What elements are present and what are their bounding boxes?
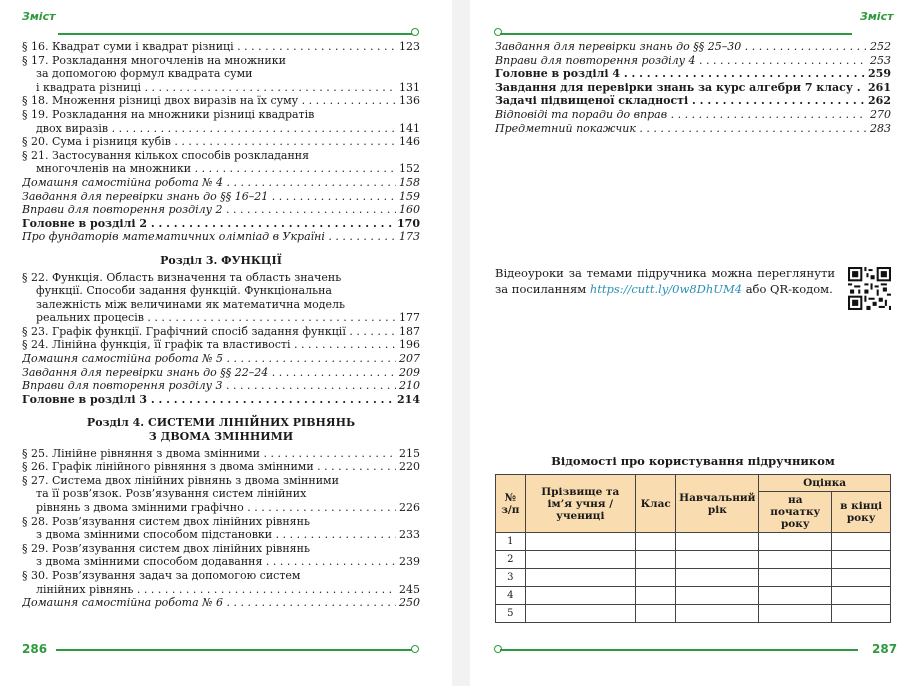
toc-group-section-4 <box>22 447 420 610</box>
usage-table <box>495 474 891 623</box>
toc-entry-row <box>495 122 891 136</box>
right-header-label: Зміст <box>860 10 894 23</box>
toc-entry-page: 170 <box>397 216 420 230</box>
table-header-number: № з/п <box>496 475 526 533</box>
toc-entry-page: 187 <box>399 324 420 338</box>
toc-entry-row <box>22 94 420 108</box>
toc-entry-title: многочленів на множники . . . <box>22 162 396 176</box>
table-row-number: 2 <box>496 551 526 569</box>
table-cell[interactable] <box>525 587 635 605</box>
table-cell[interactable] <box>676 551 759 569</box>
left-header-label: Зміст <box>22 10 56 23</box>
section-3-title <box>22 254 420 268</box>
toc-entry-title: § 24. Лінійна функція, її графік та властивості . . . <box>22 338 396 352</box>
toc-entry-line: § 17. Розкладання многочленів на множники <box>22 53 286 67</box>
section-title-line: Розділ 3. ФУНКЦІЇ <box>160 253 282 267</box>
toc-entry-line: § 19. Розкладання на множники різниці квадратів <box>22 107 315 121</box>
toc-entry-row <box>495 94 891 108</box>
table-row-number: 4 <box>496 587 526 605</box>
toc-entry[interactable] <box>22 149 420 176</box>
toc-entry-row <box>22 311 420 325</box>
video-lessons-text-before: Відеоуроки за темами підручника можна переглянути за посиланням <box>495 266 835 296</box>
toc-entry[interactable] <box>22 379 420 393</box>
table-header-name: Прізвище та ім’я учня / учениці <box>525 475 635 533</box>
toc-entry-row <box>22 122 420 136</box>
table-cell[interactable] <box>759 533 832 551</box>
table-cell[interactable] <box>676 569 759 587</box>
toc-entry-page: 146 <box>399 135 420 149</box>
left-toc <box>22 40 420 610</box>
toc-entry-line: § 28. Розв’язування систем двох лінійних рівнянь <box>22 514 310 528</box>
table-cell[interactable] <box>525 605 635 623</box>
toc-entry-page: 131 <box>399 80 420 94</box>
toc-entry-row <box>495 40 891 54</box>
table-cell[interactable] <box>635 587 675 605</box>
toc-entry-title: § 23. Графік функції. Графічний спосіб задання функції . . . <box>22 325 396 339</box>
toc-entry-page: 220 <box>399 460 420 474</box>
toc-entry[interactable] <box>22 230 420 244</box>
toc-entry-row <box>22 447 420 461</box>
toc-entry-row <box>22 338 420 352</box>
toc-entry-row <box>22 162 420 176</box>
toc-entry-title: § 20. Сума і різниця кубів . . . <box>22 135 396 149</box>
table-cell[interactable] <box>635 605 675 623</box>
toc-entry-page: 252 <box>870 40 891 53</box>
toc-entry[interactable] <box>22 460 420 474</box>
table-cell[interactable] <box>676 605 759 623</box>
toc-entry[interactable] <box>495 81 891 95</box>
right-toc <box>495 40 891 135</box>
left-footer-rule <box>56 649 414 651</box>
table-row <box>496 569 891 587</box>
toc-entry-title: і квадрата різниці . . . <box>22 81 396 95</box>
toc-entry-title: § 16. Квадрат суми і квадрат різниці . . . <box>22 40 396 54</box>
table-header-grade-start: на початку року <box>759 492 832 533</box>
toc-entry[interactable] <box>495 108 891 122</box>
toc-entry-page: 214 <box>397 392 420 406</box>
toc-entry-row <box>22 393 420 407</box>
toc-entry[interactable] <box>22 94 420 108</box>
toc-entry[interactable] <box>22 474 420 515</box>
toc-entry-page: 173 <box>399 230 420 244</box>
toc-entry-page: 196 <box>399 338 420 352</box>
toc-entry-page: 210 <box>399 379 420 393</box>
toc-entry[interactable] <box>22 596 420 610</box>
toc-entry-page: 152 <box>399 162 420 176</box>
toc-entry-page: 259 <box>868 67 891 81</box>
toc-entry-row <box>495 108 891 122</box>
toc-entry-line: § 21. Застосування кількох способів розкладання <box>22 148 310 162</box>
toc-entry-page: 158 <box>399 175 420 189</box>
usage-table-title: Відомості про користування підручником <box>551 454 835 468</box>
toc-entry-title: Завдання для перевірки знань до §§ 22–24 . . . <box>22 366 396 380</box>
table-header-grade-end: в кінці року <box>832 492 891 533</box>
toc-entry-title: Предметний покажчик . . . <box>495 122 867 136</box>
book-gutter <box>452 0 470 686</box>
toc-entry-row <box>22 40 420 54</box>
toc-entry-line: та її розв’язок. Розв’язування систем лінійних <box>36 487 307 501</box>
toc-entry[interactable] <box>22 542 420 569</box>
toc-entry-title: Головне в розділі 4 . . . <box>495 67 865 81</box>
toc-entry[interactable] <box>22 447 420 461</box>
table-cell[interactable] <box>635 551 675 569</box>
toc-entry-page: 250 <box>399 596 420 610</box>
toc-entry[interactable] <box>22 393 420 407</box>
table-cell[interactable] <box>676 587 759 605</box>
toc-entry[interactable] <box>22 203 420 217</box>
toc-entry-title: Завдання для перевірки знань до §§ 16–21 . . . <box>22 190 396 204</box>
toc-entry-title: § 18. Множення різниці двох виразів на їх суму . . . <box>22 94 396 108</box>
table-cell[interactable] <box>759 605 832 623</box>
right-page-number: 287 <box>872 642 898 656</box>
toc-entry[interactable] <box>22 54 420 95</box>
toc-entry-page: 239 <box>399 555 420 569</box>
toc-entry-title: Про фундаторів математичних олімпіад в Україні . . . <box>22 230 396 244</box>
toc-entry[interactable] <box>22 569 420 596</box>
toc-entry-title: Завдання для перевірки знань до §§ 25–30 . . . <box>495 40 867 54</box>
table-cell[interactable] <box>525 569 635 587</box>
toc-entry-title: Головне в розділі 2 . . . <box>22 217 394 231</box>
toc-entry-title: реальних процесів . . . <box>22 311 396 325</box>
table-cell[interactable] <box>676 533 759 551</box>
toc-entry[interactable] <box>22 338 420 352</box>
toc-entry-title: Домашня самостійна робота № 5 . . . <box>22 352 396 366</box>
toc-group-section-2 <box>22 40 420 244</box>
section-title-line: З ДВОМА ЗМІННИМИ <box>148 430 294 444</box>
toc-entry[interactable] <box>22 190 420 204</box>
toc-entry-page: 262 <box>868 94 891 108</box>
toc-entry-page: 209 <box>399 365 420 379</box>
table-cell[interactable] <box>635 569 675 587</box>
toc-entry-row <box>22 596 420 610</box>
toc-entry[interactable] <box>495 94 891 108</box>
table-cell[interactable] <box>832 605 891 623</box>
left-page-number: 286 <box>22 642 48 656</box>
toc-entry-page: 136 <box>399 94 420 108</box>
toc-entry-line: функції. Способи задання функцій. Функціональна <box>36 284 332 298</box>
table-row <box>496 533 891 551</box>
toc-entry-page: 283 <box>870 121 891 135</box>
table-cell[interactable] <box>759 587 832 605</box>
toc-entry-line: за допомогою формул квадрата суми <box>36 67 253 81</box>
toc-entry-page: 233 <box>399 528 420 542</box>
table-row <box>496 587 891 605</box>
toc-entry-row <box>22 555 420 569</box>
right-header-rule <box>500 33 852 35</box>
toc-entry-title: Вправи для повторення розділу 4 . . . <box>495 54 867 68</box>
left-header-rule <box>58 33 414 35</box>
video-lessons-text-after: або QR-кодом. <box>742 281 833 296</box>
toc-entry-title: Домашня самостійна робота № 6 . . . <box>22 596 396 610</box>
toc-entry-title: Вправи для повторення розділу 3 . . . <box>22 379 396 393</box>
toc-entry-page: 270 <box>870 107 891 121</box>
toc-entry-line: § 30. Розв’язування задач за допомогою систем <box>22 568 301 582</box>
toc-entry-line: § 29. Розв’язування систем двох лінійних рівнянь <box>22 541 310 555</box>
toc-entry-title: лінійних рівнянь . . . <box>22 583 396 597</box>
toc-entry-row <box>22 366 420 380</box>
table-header-year: Навчальний рік <box>676 475 759 533</box>
section-4-title <box>22 416 420 443</box>
table-cell[interactable] <box>832 569 891 587</box>
toc-entry-title: § 26. Графік лінійного рівняння з двома змінними . . . <box>22 460 396 474</box>
section-title-line: Розділ 4. СИСТЕМИ ЛІНІЙНИХ РІВНЯНЬ <box>86 416 356 430</box>
toc-entry-page: 245 <box>399 582 420 596</box>
toc-entry-page: 123 <box>399 40 420 53</box>
toc-entry-page: 261 <box>868 80 891 94</box>
toc-entry[interactable] <box>495 122 891 136</box>
toc-entry[interactable] <box>22 176 420 190</box>
qr-code-icon[interactable] <box>848 267 891 310</box>
toc-entry-title: Відповіді та поради до вправ . . . <box>495 108 867 122</box>
toc-entry-row <box>22 379 420 393</box>
toc-entry-line: § 22. Функція. Область визначення та область значень <box>22 270 342 284</box>
table-header-class: Клас <box>635 475 675 533</box>
table-header-grade: Оцінка <box>759 475 891 492</box>
toc-entry[interactable] <box>495 40 891 54</box>
toc-entry-title: з двома змінними способом підстановки . . . <box>22 528 396 542</box>
toc-entry-title: § 25. Лінійне рівняння з двома змінними . . . <box>22 447 396 461</box>
toc-entry[interactable] <box>495 54 891 68</box>
toc-entry-row <box>22 135 420 149</box>
toc-entry-page: 141 <box>399 121 420 135</box>
toc-entry-page: 215 <box>399 446 420 460</box>
toc-entry[interactable] <box>22 217 420 231</box>
toc-entry-row <box>495 54 891 68</box>
toc-entry-row <box>22 190 420 204</box>
table-cell[interactable] <box>759 551 832 569</box>
table-cell[interactable] <box>832 551 891 569</box>
toc-entry-title: Домашня самостійна робота № 4 . . . <box>22 176 396 190</box>
toc-entry-row <box>22 81 420 95</box>
table-cell[interactable] <box>525 533 635 551</box>
toc-entry-row <box>495 81 891 95</box>
toc-entry-page: 159 <box>399 189 420 203</box>
toc-entry-line: § 27. Система двох лінійних рівнянь з двома змінними <box>22 473 339 487</box>
left-footer-dot <box>411 645 419 653</box>
table-row <box>496 605 891 623</box>
right-footer-rule <box>500 649 858 651</box>
toc-entry-title: Завдання для перевірки знань за курс алгебри 7 класу . . . <box>495 81 865 95</box>
toc-entry-row <box>22 203 420 217</box>
toc-entry-row <box>22 176 420 190</box>
toc-entry-title: Головне в розділі 3 . . . <box>22 393 394 407</box>
table-cell[interactable] <box>759 569 832 587</box>
toc-entry[interactable] <box>22 352 420 366</box>
toc-entry[interactable] <box>495 67 891 81</box>
toc-entry[interactable] <box>22 325 420 339</box>
table-cell[interactable] <box>525 551 635 569</box>
table-row <box>496 551 891 569</box>
toc-entry-line: залежність між величинами як математична модель <box>36 297 345 311</box>
table-row-number: 5 <box>496 605 526 623</box>
toc-entry-title: двох виразів . . . <box>22 122 396 136</box>
left-header-dot <box>411 28 419 36</box>
toc-entry-row <box>22 230 420 244</box>
toc-entry-row <box>22 325 420 339</box>
video-lessons-link[interactable]: https://cutt.ly/0w8DhUM4 <box>589 281 743 296</box>
toc-entry-row <box>22 528 420 542</box>
toc-entry-title: Задачі підвищеної складності . . . <box>495 94 865 108</box>
toc-entry-row <box>22 501 420 515</box>
toc-group-section-3 <box>22 271 420 407</box>
toc-entry-row <box>22 460 420 474</box>
toc-entry-title: Вправи для повторення розділу 2 . . . <box>22 203 396 217</box>
toc-entry[interactable] <box>22 108 420 135</box>
toc-entry-row <box>495 67 891 81</box>
toc-entry[interactable] <box>22 135 420 149</box>
toc-entry-page: 160 <box>399 203 420 217</box>
toc-entry[interactable] <box>22 515 420 542</box>
toc-entry[interactable] <box>22 271 420 325</box>
video-lessons-text <box>495 266 835 297</box>
table-row-number: 1 <box>496 533 526 551</box>
toc-entry-title: рівнянь з двома змінними графічно . . . <box>22 501 396 515</box>
toc-entry[interactable] <box>22 40 420 54</box>
toc-entry-row <box>22 217 420 231</box>
toc-entry[interactable] <box>22 366 420 380</box>
toc-entry-page: 253 <box>870 53 891 67</box>
table-row-number: 3 <box>496 569 526 587</box>
toc-entry-row <box>22 352 420 366</box>
toc-entry-title: з двома змінними способом додавання . . . <box>22 555 396 569</box>
table-cell[interactable] <box>832 533 891 551</box>
toc-entry-row <box>22 583 420 597</box>
table-cell[interactable] <box>635 533 675 551</box>
table-cell[interactable] <box>832 587 891 605</box>
toc-entry-page: 177 <box>399 311 420 325</box>
toc-entry-page: 207 <box>399 352 420 366</box>
toc-entry-page: 226 <box>399 501 420 514</box>
